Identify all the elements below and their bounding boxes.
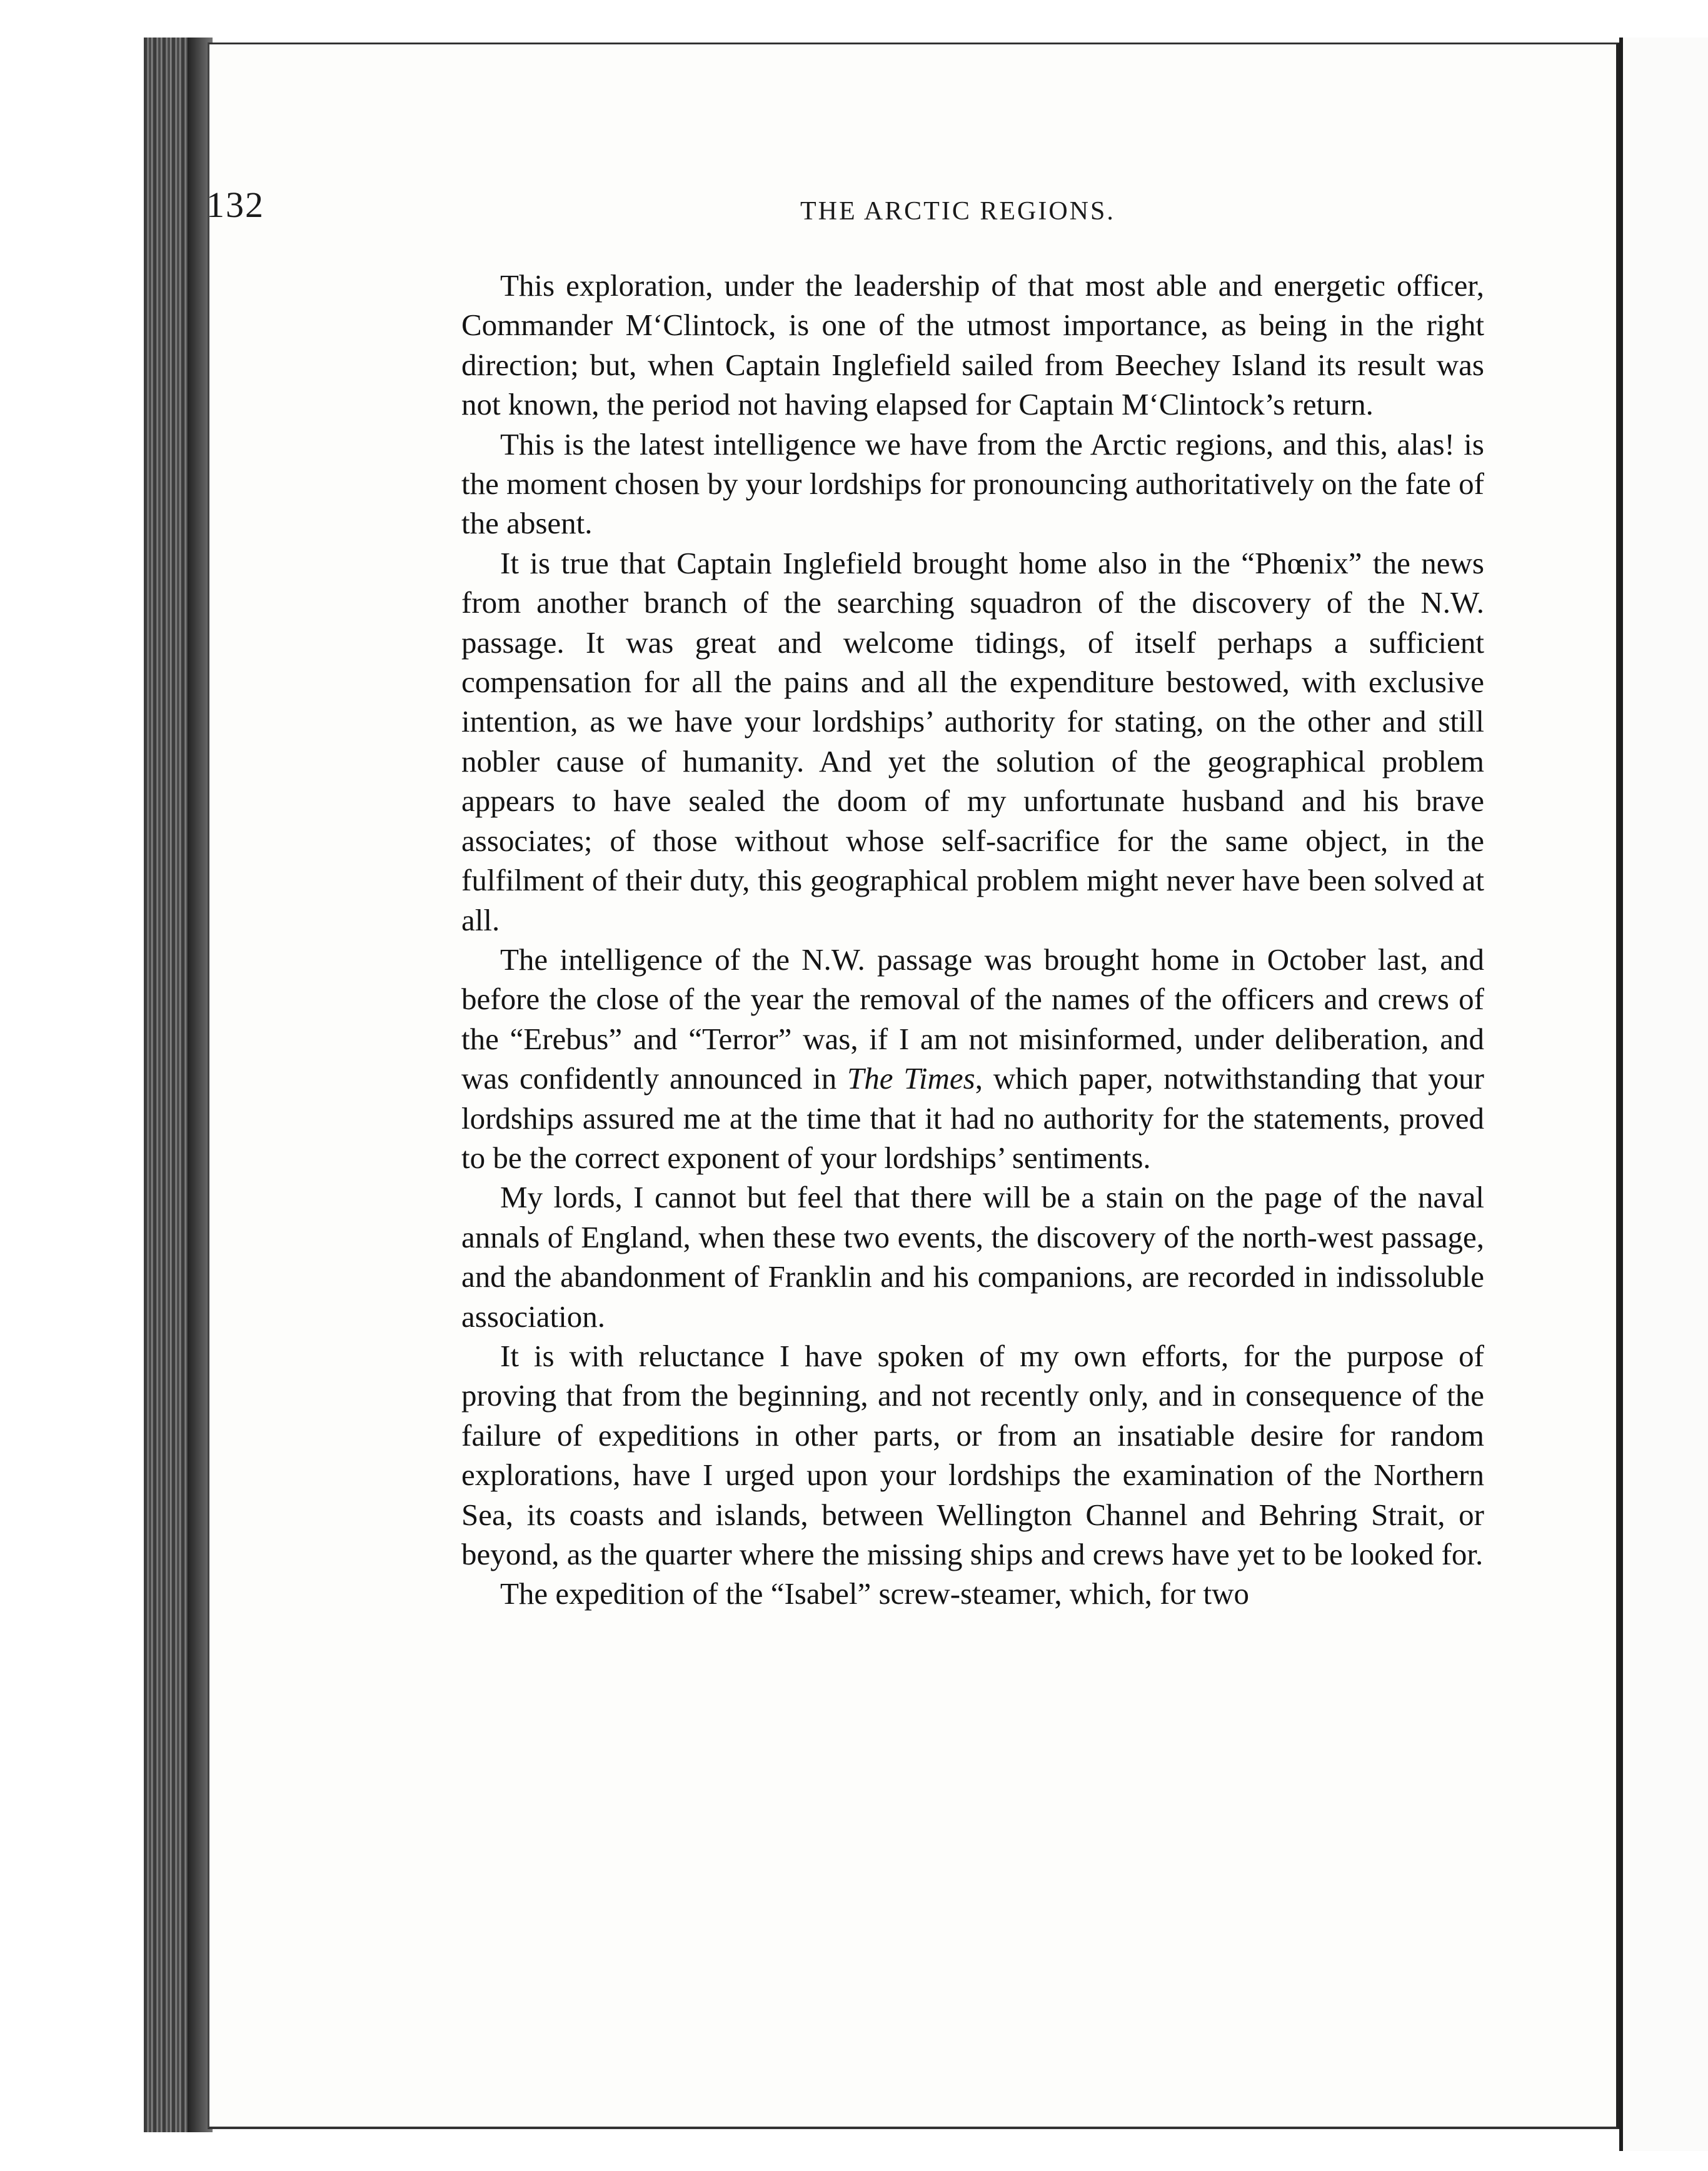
paragraph-7: The expedition of the “Isabel” screw-steamer, which, for two [500,1576,1250,1611]
paragraph-3: It is true that Captain Inglefield brought home also in the “Phœnix” the news from another branch of the searching squadron of the discovery of the N.W. passage. It was great and welcome tidings, of itself perhaps a sufficient compensation for all the pains and all the expenditure bestowed, with exclusive intention, as we have your lordships’ authority for stating, on the other and still nobler cause of humanity. And yet the solution of the geographical problem appears to have sealed the doom of my unfortunate husband and his brave associates; of those without whose self-sacrifice for the same object, in the fulfilment of their duty, this geographical problem might never have been solved at all. [461,545,1484,937]
paragraph-2: This is the latest intelligence we have from the Arctic regions, and this, alas! is the moment chosen by your lordships for pronouncing authoritatively on the fate of the absent. [461,426,1484,541]
paragraph-6: It is with reluctance I have spoken of my own efforts, for the purpose of proving that from the beginning, and not recently only, and in consequence of the failure of expeditions in other parts, or from an insatiable desire for random explorations, have I urged upon your lordships the examination of the Northern Sea, its coasts and islands, between Wellington Channel and Behring Strait, or beyond, as the quarter where the missing ships and crews have yet to be looked for. [461,1338,1484,1571]
body-text [461,266,1484,1614]
paragraph-4-text-before: The intelligence of the N.W. passage was brought home in October last, and before the close of the year the removal of the names of the officers and crews of the “Erebus” and “Terror” was, if I am not misinformed, under deliberation, and was confidently announced in [461,942,1484,1096]
paragraph-4 [461,940,1484,1177]
paragraph-1: This exploration, under the leadership of that most able and energetic officer, Commander M‘Clintock, is one of the utmost importance, as being in the right direction; but, when Captain Inglefield sailed from Beechey Island its result was not known, the period not having elapsed for Captain M‘Clintock’s return. [461,268,1484,422]
paragraph-4-text-after: , which paper, notwithstanding that your lordships assured me at the time that it had no authority for the statements, proved to be the correct exponent of your lordships’ sentiments. [461,1061,1485,1175]
newspaper-title: The Times [847,1061,975,1096]
page-number: 132 [206,184,264,225]
running-title: THE ARCTIC REGIONS. [800,197,1115,226]
paragraph-5: My lords, I cannot but feel that there will be a stain on the page of the naval annals of England, when these two events, the discovery of the north-west passage, and the abandonment of Franklin and his companions, are recorded in indissoluble association. [461,1180,1484,1334]
facing-page-edge [1619,38,1708,2151]
